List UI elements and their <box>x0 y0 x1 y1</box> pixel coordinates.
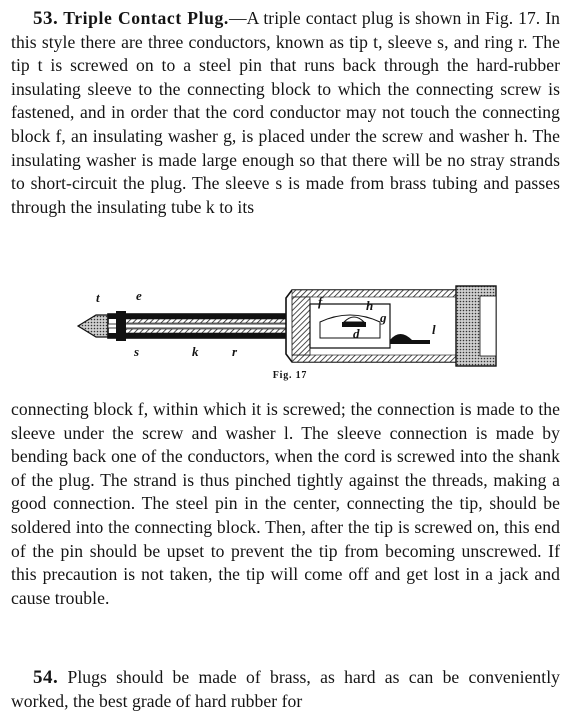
section-53-number: 53. <box>33 8 59 29</box>
label-g: g <box>380 310 387 325</box>
label-l: l <box>432 322 436 337</box>
section-54-paragraph <box>11 666 560 713</box>
plug-tip <box>78 315 108 337</box>
label-d: d <box>353 326 360 341</box>
figure-17 <box>60 282 520 402</box>
label-f: f <box>318 294 323 309</box>
label-s: s <box>134 344 140 359</box>
label-t: t <box>96 290 100 305</box>
steel-pin <box>108 324 298 328</box>
section-54-number: 54. <box>33 667 59 688</box>
section-53-paragraph <box>11 7 560 219</box>
figure-caption: Fig. 17 <box>272 370 308 381</box>
section-53-title: Triple Contact Plug. <box>63 8 229 28</box>
label-e: e <box>136 288 142 303</box>
label-r: r <box>232 344 238 359</box>
section-53-paragraph-continued <box>11 398 560 610</box>
label-k: k <box>192 344 199 359</box>
section-53-text-part1: —A triple contact plug is shown in Fig. 17. In this style there are three conductors, known as tip t, sleeve s, and ring r. The tip t is screwed on to a steel pin that runs back through the hard-rubber insulating sleeve to the connecting block to which the connecting screw is fastened, and in order that the cord conductor may not touch the connecting block f, an insulating washer g, is placed under the screw and washer h. The insulating washer is made large enough so that there will be no stray strands to short-circuit the plug. The sleeve s is made from brass tubing and passes through the insulating tube k to its <box>11 8 560 217</box>
insulating-tube <box>118 319 286 323</box>
triple-contact-plug-drawing <box>60 282 520 368</box>
section-53-text-part2: connecting block f, within which it is screwed; the connection is made to the sleeve under the screw and washer l. The sleeve connection is made by bending back one of the conductors, when the cord is screwed into the shank of the plug. The strand is thus pinched tightly against the threads, making a good connection. The steel pin in the center, connecting the tip, should be soldered into the connecting block. Then, after the tip is screwed on, this end of the pin should be upset to prevent the tip from becoming unscrewed. If this precaution is not taken, the tip will come off and get lost in a jack and cause trouble. <box>11 399 560 608</box>
label-h: h <box>366 298 374 313</box>
section-54-text: Plugs should be made of brass, as hard as can be conveniently worked, the best grade of hard rubber for <box>11 667 561 711</box>
ring-collar <box>116 311 126 341</box>
